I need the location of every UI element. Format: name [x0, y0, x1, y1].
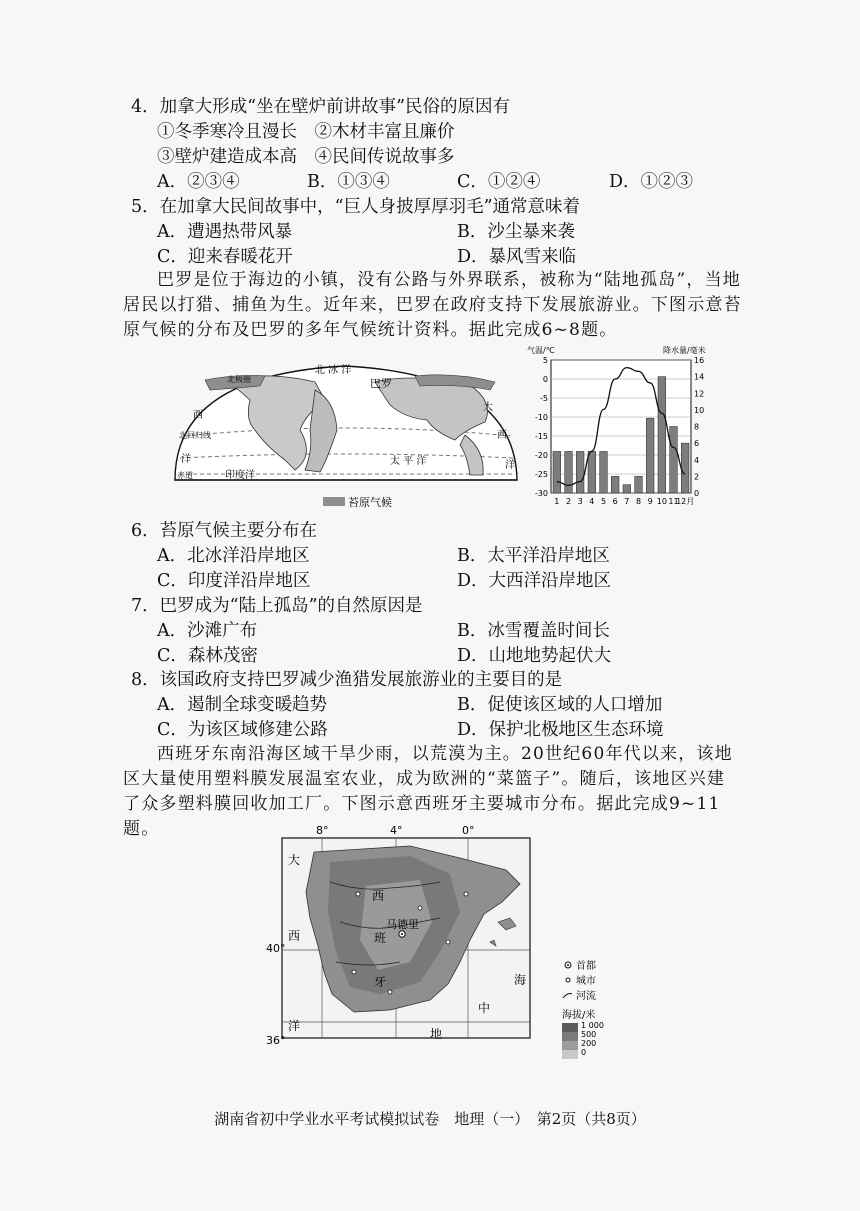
legend-elev-200: 200	[581, 1039, 597, 1048]
city-marker	[464, 892, 468, 896]
chart-y2label: 降水量/毫米	[663, 346, 706, 355]
city-marker	[388, 990, 392, 994]
legend-elev-1000: 1 000	[581, 1021, 604, 1030]
chart-xtick-label: 11	[668, 497, 679, 506]
legend-capital: 首都	[576, 961, 596, 972]
world-map-label: 北 冰 洋	[315, 365, 352, 376]
spain-map-label: 中	[478, 1001, 491, 1015]
chart-ytick-label: -20	[534, 451, 548, 460]
tundra-world-map	[165, 360, 525, 510]
option-7d: D．山地地势起伏大	[457, 646, 612, 666]
chart-ytick-label: -15	[534, 432, 548, 441]
chart-y2tick-label: 8	[694, 422, 700, 432]
chart-xtick-label: 6	[612, 497, 618, 506]
legend-elev-0: 0	[581, 1048, 587, 1057]
option-8b: B．促使该区域的人口增加	[457, 695, 663, 715]
world-map-label: 北极圈	[227, 375, 251, 384]
spain-map-label: 地	[430, 1027, 443, 1041]
spain-map-label: 洋	[288, 1019, 301, 1033]
legend-elevation-title: 海拔/米	[562, 1010, 596, 1021]
option-5a: A．遭遇热带风暴	[157, 222, 293, 242]
spain-map-label: 西	[372, 889, 385, 903]
spain-map-label: 马德里	[386, 918, 419, 931]
spain-map-label: 大	[288, 853, 301, 867]
question-5-stem: 5．在加拿大民间故事中，“巨人身披厚厚羽毛”通常意味着	[131, 197, 581, 217]
world-map-label: 洋	[505, 460, 515, 471]
chart-ytick-label: 0	[542, 375, 548, 384]
precipitation-bar	[635, 476, 643, 493]
chart-xtick-label: 3	[577, 497, 583, 506]
question-7-stem: 7．巴罗成为“陆上孤岛”的自然原因是	[131, 596, 423, 616]
option-7c: C．森林茂密	[157, 646, 258, 666]
lon-label: 8°	[316, 824, 329, 837]
option-5d: D．暴风雪来临	[457, 247, 577, 267]
chart-ytick-label: -10	[534, 413, 548, 422]
chart-xtick-label: 7	[624, 497, 630, 506]
precipitation-bar	[600, 451, 608, 493]
chart-y2tick-label: 10	[694, 405, 705, 415]
chart-xtick-label: 5	[600, 497, 607, 506]
chart-xtick-label: 10	[656, 497, 667, 506]
passage-barrow: 巴罗是位于海边的小镇，没有公路与外界联系，被称为“陆地孤岛”，当地居民以打猎、捕鱼为生。近年来，巴罗在政府支持下发展旅游业。下图示意苔原气候的分布及巴罗的多年气候统计资料。据此完成6~8题。	[123, 270, 742, 340]
precipitation-bar	[611, 476, 619, 493]
precipitation-bar	[670, 427, 678, 494]
question-4-stem: 4．加拿大形成“坐在壁炉前讲故事”民俗的原因有	[131, 97, 511, 117]
option-4c: C．①②④	[457, 172, 541, 192]
spain-map-label: 西	[288, 929, 301, 943]
chart-y2tick-label: 16	[694, 356, 705, 365]
precipitation-bar	[681, 443, 689, 493]
tundra-legend-label: 苔原气候	[348, 496, 392, 509]
world-map-label: 赤道	[177, 471, 193, 480]
chart-xtick-label: 2	[565, 497, 572, 506]
chart-xtick-label: 8	[635, 497, 642, 506]
lon-label: 4°	[390, 824, 403, 837]
question-4-statement-1: ①冬季寒冷且漫长 ②木材丰富且廉价	[157, 122, 455, 142]
chart-ytick-label: -30	[534, 489, 548, 498]
precipitation-bar	[646, 418, 654, 493]
tundra-legend-swatch	[323, 497, 345, 506]
precipitation-bar	[576, 451, 584, 493]
chart-y2tick-label: 14	[694, 372, 705, 382]
precipitation-bar	[623, 485, 631, 493]
option-6d: D．大西洋沿岸地区	[457, 571, 612, 591]
question-8-stem: 8．该国政府支持巴罗减少渔猎发展旅游业的主要目的是	[131, 670, 563, 690]
spain-map	[266, 822, 620, 1072]
city-marker	[418, 906, 422, 910]
lon-label: 0°	[462, 824, 475, 837]
world-map-label: 印度洋	[225, 470, 255, 481]
option-5c: C．迎来春暖花开	[157, 247, 293, 267]
option-7a: A．沙滩广布	[157, 621, 258, 641]
chart-y2tick-label: 6	[694, 439, 700, 449]
chart-xtick-label: 9	[647, 497, 653, 506]
question-6-stem: 6．苔原气候主要分布在	[131, 521, 318, 541]
legend-city: 城市	[576, 976, 596, 987]
precipitation-bar	[588, 451, 596, 493]
passage-spain: 西班牙东南沿海区域干旱少雨，以荒漠为主。20世纪60年代以来，该地区大量使用塑料膜发展温室农业，成为欧洲的“菜篮子”。随后，该地区兴建了众多塑料膜回收加工厂。下图示意西班牙主要城市分布。据此完成9~11题。	[123, 744, 733, 839]
legend-elev-500: 500	[581, 1030, 597, 1039]
precipitation-bar	[553, 451, 561, 493]
chart-xtick-label: 1	[554, 497, 560, 506]
city-marker	[446, 940, 450, 944]
chart-xtick-label: 12月	[676, 497, 695, 506]
city-marker	[356, 892, 360, 896]
option-4b: B．①③④	[307, 172, 390, 192]
option-5b: B．沙尘暴来袭	[457, 222, 575, 242]
world-map-label: 大	[483, 402, 493, 413]
option-6c: C．印度洋沿岸地区	[157, 571, 311, 591]
chart-y2tick-label: 4	[694, 455, 700, 465]
legend-river: 河流	[576, 991, 596, 1002]
chart-ytick-label: 5	[542, 356, 548, 365]
option-8d: D．保护北极地区生态环境	[457, 720, 664, 740]
lat-label: 40°	[266, 942, 286, 955]
page-footer: 湖南省初中学业水平考试模拟试卷 地理（一） 第2页（共8页）	[214, 1110, 646, 1128]
world-map-label: 西	[193, 410, 203, 421]
chart-ylabel: 气温/℃	[527, 346, 555, 355]
option-8c: C．为该区域修建公路	[157, 720, 328, 740]
world-map-label: 北回归线	[179, 431, 211, 440]
world-map-label: 太 平 洋	[390, 456, 427, 467]
precipitation-bar	[658, 377, 666, 493]
option-6b: B．太平洋沿岸地区	[457, 546, 610, 566]
city-marker	[352, 970, 356, 974]
world-map-label: 洋	[181, 454, 191, 465]
option-4d: D．①②③	[609, 172, 694, 192]
world-map-label: 巴罗	[370, 377, 392, 390]
spain-map-label: 海	[514, 973, 527, 987]
option-4a: A．②③④	[157, 172, 240, 192]
world-map-label: 西	[497, 430, 507, 441]
spain-map-label: 班	[374, 931, 387, 945]
chart-xtick-label: 4	[589, 497, 595, 506]
option-7b: B．冰雪覆盖时间长	[457, 621, 610, 641]
precipitation-bar	[565, 451, 573, 493]
question-4-statement-2: ③壁炉建造成本高 ④民间传说故事多	[157, 147, 455, 167]
chart-y2tick-label: 2	[694, 472, 700, 482]
option-8a: A．遏制全球变暖趋势	[157, 695, 328, 715]
chart-ytick-label: -5	[540, 394, 548, 403]
chart-y2tick-label: 12	[694, 389, 705, 399]
chart-y2tick-label: 0	[694, 489, 700, 498]
lat-label: 36°	[266, 1034, 286, 1047]
barrow-climate-chart	[523, 343, 708, 513]
option-6a: A．北冰洋沿岸地区	[157, 546, 310, 566]
spain-map-label: 牙	[374, 975, 387, 989]
chart-ytick-label: -25	[534, 470, 548, 479]
